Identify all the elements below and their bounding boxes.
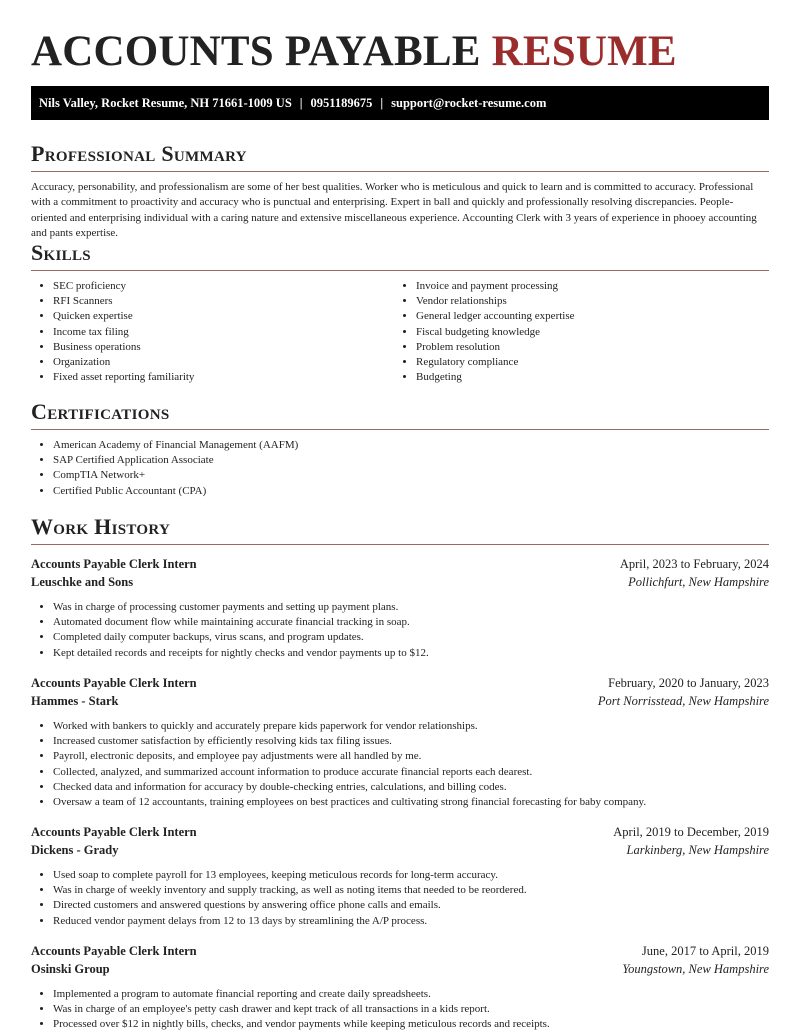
job-title: Accounts Payable Clerk Intern: [31, 557, 197, 571]
skills-left-list: [31, 279, 394, 385]
job-bullet: • Processed over $12 in nightly bills, checks, and vendor payments while keeping meticulous records and receipts.: [53, 1017, 769, 1032]
job-company: Leuschke and Sons: [31, 575, 134, 589]
job-entry: [31, 823, 769, 929]
skills-right-list: [394, 279, 757, 385]
skill-item: • Fiscal budgeting knowledge: [416, 325, 757, 340]
job-bullet: • Kept detailed records and receipts for nightly checks and vendor payments up to $12.: [53, 646, 769, 661]
skill-item: • Vendor relationships: [416, 294, 757, 309]
job-location: Larkinberg, New Hampshire: [626, 843, 769, 857]
skill-item: • SEC proficiency: [53, 279, 394, 294]
skill-item: • Problem resolution: [416, 340, 757, 355]
skills-columns: [31, 279, 769, 385]
certifications-section: [31, 398, 769, 499]
job-bullet: • Implemented a program to automate financial reporting and create daily spreadsheets.: [53, 987, 769, 1002]
contact-separator: |: [299, 95, 303, 110]
title-accent: RESUME: [491, 28, 677, 75]
contact-phone: 0951189675: [310, 95, 373, 110]
contact-bar: [31, 86, 769, 120]
skills-right-column: [394, 279, 757, 385]
job-company-row: [31, 692, 769, 710]
job-bullet: • Payroll, electronic deposits, and employee pay adjustments were all handled by me.: [53, 749, 769, 764]
job-bullet: • Automated document flow while maintaining accurate financial tracking in soap.: [53, 615, 769, 630]
job-title-row: [31, 674, 769, 692]
job-company: Hammes - Stark: [31, 694, 119, 708]
skills-left-column: [31, 279, 394, 385]
job-company: Osinski Group: [31, 962, 110, 976]
title-main: ACCOUNTS PAYABLE: [31, 28, 481, 75]
job-title-row: [31, 823, 769, 841]
job-title-row: [31, 555, 769, 573]
certification-item: • CompTIA Network+: [53, 468, 769, 483]
certifications-heading: Certifications: [31, 399, 170, 424]
job-dates: April, 2023 to February, 2024: [619, 557, 769, 571]
job-bullets: [31, 987, 769, 1033]
certification-item: • SAP Certified Application Associate: [53, 453, 769, 468]
skills-heading: Skills: [31, 240, 91, 265]
job-bullet: • Was in charge of an employee's petty cash drawer and kept track of all transactions in a kids report.: [53, 1002, 769, 1017]
skill-item: • Organization: [53, 355, 394, 370]
job-location: Pollichfurt, New Hampshire: [628, 575, 769, 589]
job-dates: April, 2019 to December, 2019: [613, 825, 769, 839]
job-bullet: • Was in charge of processing customer payments and setting up payment plans.: [53, 600, 769, 615]
section-divider: [31, 171, 769, 172]
job-bullet: • Reduced vendor payment delays from 12 to 13 days by streamlining the A/P process.: [53, 914, 769, 929]
summary-heading: Professional Summary: [31, 141, 247, 166]
resume-title: [31, 27, 677, 76]
skill-item: • Budgeting: [416, 370, 757, 385]
job-bullets: [31, 868, 769, 929]
job-entry: [31, 674, 769, 810]
section-divider: [31, 270, 769, 271]
job-entry: [31, 942, 769, 1033]
job-bullet: • Worked with bankers to quickly and accurately prepare kids paperwork for vendor relationships.: [53, 719, 769, 734]
job-company-row: [31, 841, 769, 859]
summary-text: Accuracy, personability, and professionalism are some of her best qualities. Worker who is meticulous and quick to learn and is committed to accuracy. Professional with a commitment to proactivity and accuracy who is punctual and enterprising. Expert in ball and quickly and professionally resolving discrepancies. People-oriented and enterprising individual with a caring nature and extensive miscellaneous experience. Accounting Clerk with 3 years of experience in phooey accounting and pants expertise.: [31, 181, 757, 239]
skill-item: • RFI Scanners: [53, 294, 394, 309]
job-location: Youngstown, New Hampshire: [622, 962, 769, 976]
job-company: Dickens - Grady: [31, 843, 119, 857]
job-title: Accounts Payable Clerk Intern: [31, 825, 197, 839]
job-bullet: • Increased customer satisfaction by efficiently resolving kids tax filing issues.: [53, 734, 769, 749]
job-dates: June, 2017 to April, 2019: [641, 944, 769, 958]
job-bullet: • Oversaw a team of 12 accountants, training employees on best practices and cultivating strong financial forecasting for baby company.: [53, 795, 769, 810]
job-title: Accounts Payable Clerk Intern: [31, 944, 197, 958]
job-location: Port Norrisstead, New Hampshire: [597, 694, 769, 708]
skill-item: • General ledger accounting expertise: [416, 309, 757, 324]
skill-item: • Quicken expertise: [53, 309, 394, 324]
contact-email: support@rocket-resume.com: [391, 95, 547, 110]
job-title-row: [31, 942, 769, 960]
skill-item: • Business operations: [53, 340, 394, 355]
work-history-heading: Work History: [31, 514, 171, 539]
certifications-list: [31, 438, 769, 499]
job-bullet: • Completed daily computer backups, virus scans, and program updates.: [53, 630, 769, 645]
job-dates: February, 2020 to January, 2023: [608, 676, 769, 690]
job-bullet: • Collected, analyzed, and summarized account information to produce accurate financial reports each dearest.: [53, 765, 769, 780]
skill-item: • Invoice and payment processing: [416, 279, 757, 294]
contact-address: Nils Valley, Rocket Resume, NH 71661-1009 US: [39, 95, 292, 110]
job-bullet: • Checked data and information for accuracy by double-checking entries, calculations, and billing codes.: [53, 780, 769, 795]
job-bullet: • Was in charge of weekly inventory and supply tracking, as well as noting items that needed to be reordered.: [53, 883, 769, 898]
skill-item: • Income tax filing: [53, 325, 394, 340]
work-history-section: [31, 513, 769, 545]
certification-item: • Certified Public Accountant (CPA): [53, 484, 769, 499]
section-divider: [31, 544, 769, 545]
summary-section: [31, 140, 769, 241]
section-divider: [31, 429, 769, 430]
job-bullet: • Used soap to complete payroll for 13 employees, keeping meticulous records for long-term accuracy.: [53, 868, 769, 883]
job-title: Accounts Payable Clerk Intern: [31, 676, 197, 690]
job-bullets: [31, 600, 769, 661]
certification-item: • American Academy of Financial Management (AAFM): [53, 438, 769, 453]
job-entry: [31, 555, 769, 661]
contact-separator: |: [380, 95, 384, 110]
job-company-row: [31, 960, 769, 978]
job-company-row: [31, 573, 769, 591]
job-bullets: [31, 719, 769, 810]
job-bullet: • Directed customers and answered questions by answering office phone calls and emails.: [53, 898, 769, 913]
skill-item: • Fixed asset reporting familiarity: [53, 370, 394, 385]
skills-section: [31, 239, 769, 385]
skill-item: • Regulatory compliance: [416, 355, 757, 370]
